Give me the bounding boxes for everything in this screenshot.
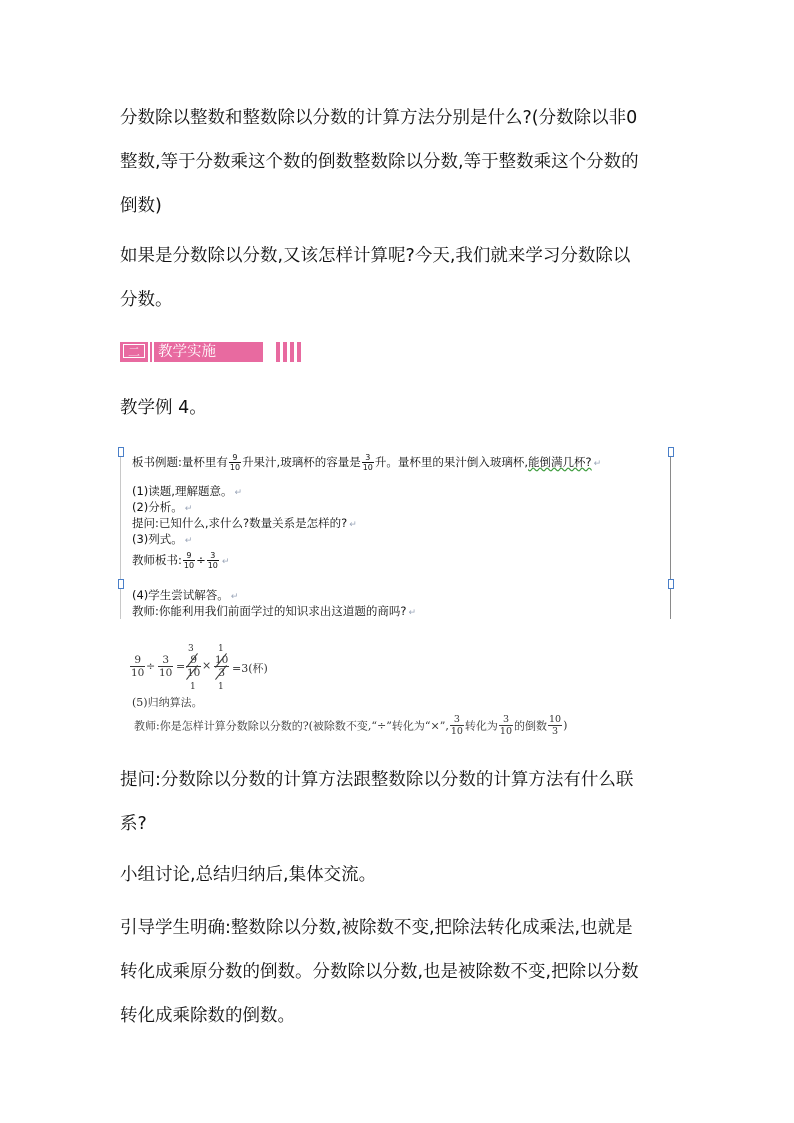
text-run: (3)列式。 <box>132 532 183 546</box>
numerator: 3 <box>362 453 374 463</box>
calculation-block <box>130 646 690 736</box>
section-number: 二 <box>123 344 145 358</box>
denominator: 10 <box>159 667 173 679</box>
text-run: (2)分析。 <box>132 500 183 514</box>
denominator: 3 <box>552 726 559 737</box>
resize-handle[interactable] <box>668 447 674 457</box>
return-mark-icon: ↵ <box>593 459 602 469</box>
cancel-result: 3 <box>188 644 194 654</box>
doc-line <box>132 603 416 619</box>
fraction <box>130 654 145 679</box>
numerator: 9 <box>183 551 195 561</box>
text-line: 小组讨论,总结归纳后,集体交流。 <box>120 865 377 885</box>
text-line: 转化成乘原分数的倒数。分数除以分数,也是被除数不变,把除以分数 <box>120 962 639 982</box>
numerator: 3 <box>499 714 513 726</box>
text-run: 升果汁,玻璃杯的容量是 <box>242 455 361 469</box>
return-mark-icon: ↵ <box>184 504 193 514</box>
text-run: (4)学生尝试解答。 <box>132 588 229 602</box>
text-run: 转化为 <box>464 719 498 733</box>
calc-result: =3(杯) <box>232 662 268 675</box>
text-run: 的倒数 <box>514 719 548 733</box>
section-stripe <box>276 342 280 362</box>
fraction <box>183 551 195 570</box>
text-run: 教师板书: <box>132 553 182 567</box>
denominator: 10 <box>450 726 463 737</box>
text-line: 提问:分数除以分数的计算方法跟整数除以分数的计算方法有什么联 <box>120 770 634 790</box>
return-mark-icon: ↵ <box>408 608 417 618</box>
text-run: 能倒满几杯? <box>528 455 592 469</box>
fraction <box>158 654 173 679</box>
text-run: 板书例题:量杯里有 <box>132 455 228 469</box>
doc-line <box>132 531 192 547</box>
doc-line <box>132 587 238 603</box>
section-stripe <box>297 342 301 362</box>
section-title: 教学实施 <box>158 344 216 360</box>
numerator: 10 <box>215 654 229 666</box>
numerator: 9 <box>229 453 241 463</box>
text-line: 分数。 <box>120 290 173 310</box>
cancel-result: 1 <box>190 682 196 692</box>
fraction <box>229 453 241 472</box>
return-mark-icon: ↵ <box>234 488 242 498</box>
text-run: 升。量杯里的果汁倒入玻璃杯, <box>374 455 529 469</box>
numerator: 9 <box>130 654 145 667</box>
fraction <box>548 714 562 737</box>
text-line: 整数,等于分数乘这个数的倒数整数除以分数,等于整数乘这个分数的 <box>120 152 639 172</box>
step-label: (5)归纳算法。 <box>132 696 203 709</box>
text-line: 引导学生明确:整数除以分数,被除数不变,把除法转化成乘法,也就是 <box>120 918 633 938</box>
operator: ÷ <box>196 553 206 567</box>
embedded-document-image <box>120 447 672 620</box>
numerator: 3 <box>207 551 219 561</box>
fraction <box>499 714 513 737</box>
denominator: 10 <box>207 561 218 570</box>
text-line: 倒数) <box>120 196 162 216</box>
operator: = <box>176 660 186 673</box>
discussion-paragraph <box>120 853 680 897</box>
denominator: 10 <box>183 561 195 570</box>
fraction <box>450 714 464 737</box>
cancel-result: 1 <box>218 644 224 654</box>
denominator: 10 <box>131 667 145 679</box>
text-line: 教学例 4。 <box>120 398 207 418</box>
text-line: 转化成乘除数的倒数。 <box>120 1006 295 1026</box>
frame-left-edge <box>120 451 121 619</box>
cancel-result: 1 <box>218 682 224 692</box>
resize-handle[interactable] <box>118 447 124 457</box>
teacher-question-line <box>134 714 567 738</box>
resize-handle[interactable] <box>668 579 674 589</box>
return-mark-icon: ↵ <box>221 557 230 567</box>
example-label <box>120 386 680 430</box>
operator: × <box>202 659 212 672</box>
text-run: (1)读题,理解题意。 <box>132 484 233 498</box>
return-mark-icon: ↵ <box>230 592 239 602</box>
section-stripe <box>290 342 294 362</box>
doc-line <box>132 483 242 499</box>
text-line: 系? <box>120 814 147 834</box>
doc-line-example <box>132 453 601 472</box>
resize-handle[interactable] <box>118 579 124 589</box>
lead-in-paragraph <box>120 234 680 322</box>
numerator: 10 <box>549 714 562 725</box>
question-paragraph <box>120 758 680 846</box>
numerator: 3 <box>158 654 173 667</box>
doc-line <box>132 515 357 531</box>
text-run: ) <box>563 719 568 732</box>
section-header <box>120 342 302 362</box>
text-line: 如果是分数除以分数,又该怎样计算呢?今天,我们就来学习分数除以 <box>120 246 631 266</box>
conclusion-paragraph <box>120 906 680 1038</box>
doc-line-board <box>132 551 229 570</box>
text-run: 提问:已知什么,求什么?数量关系是怎样的? <box>132 516 348 530</box>
fraction <box>362 453 374 472</box>
doc-line <box>132 499 192 515</box>
frame-right-edge <box>670 451 671 619</box>
operator: ÷ <box>146 660 156 673</box>
denominator: 10 <box>362 463 373 472</box>
text-run: 教师:你是怎样计算分数除以分数的?(被除数不变,“÷”转化为“×”, <box>134 719 449 733</box>
denominator: 3 <box>218 667 226 679</box>
denominator: 10 <box>499 726 513 737</box>
denominator: 10 <box>187 667 201 679</box>
fraction <box>207 551 219 570</box>
numerator: 3 <box>450 714 464 726</box>
denominator: 10 <box>229 463 241 472</box>
numerator: 9 <box>186 654 201 667</box>
section-stripe <box>283 342 287 362</box>
return-mark-icon: ↵ <box>184 536 193 546</box>
section-number-badge <box>120 342 148 362</box>
intro-question-paragraph <box>120 96 680 228</box>
text-line: 分数除以整数和整数除以分数的计算方法分别是什么?(分数除以非0 <box>120 108 638 128</box>
return-mark-icon: ↵ <box>349 520 357 530</box>
text-run: 教师:你能利用我们前面学过的知识求出这道题的商吗? <box>132 604 407 618</box>
